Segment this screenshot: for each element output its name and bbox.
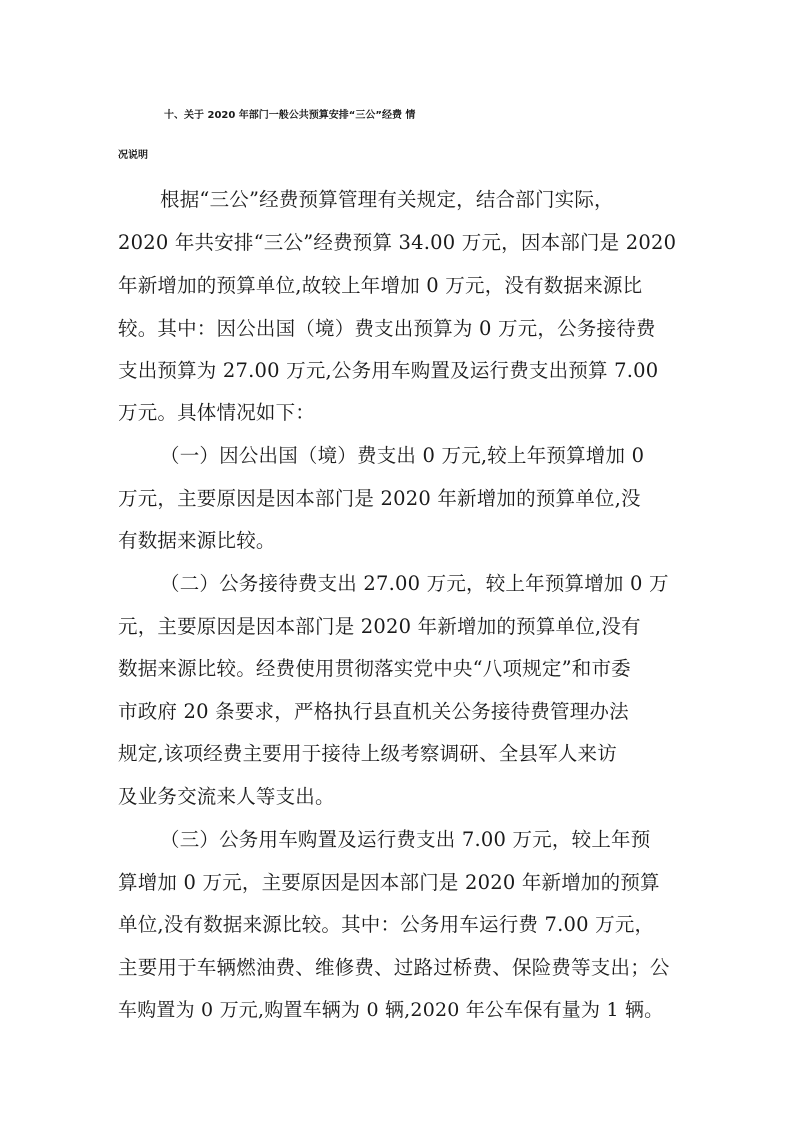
paragraph-1-line-6: 万元。具体情况如下： <box>118 401 316 424</box>
paragraph-1-line-4: 较。其中：因公出国（境）费支出预算为 0 万元，公务接待费 <box>118 317 656 340</box>
paragraph-4-line-2: 算增加 0 万元，主要原因是因本部门是 2020 年新增加的预算 <box>118 871 660 894</box>
paragraph-3-line-1: （二）公务接待费支出 27.00 万元，较上年预算增加 0 万 <box>160 572 669 595</box>
paragraph-4-line-5: 车购置为 0 万元,购置车辆为 0 辆,2020 年公车保有量为 1 辆。 <box>118 999 664 1021</box>
paragraph-2-line-3: 有数据来源比较。 <box>118 529 276 552</box>
paragraph-3-line-3: 数据来源比较。经费使用贯彻落实党中央“八项规定”和市委 <box>118 657 631 680</box>
paragraph-1-line-3: 年新增加的预算单位,故较上年增加 0 万元，没有数据来源比 <box>118 274 643 297</box>
paragraph-4-line-4: 主要用于车辆燃油费、维修费、过路过桥费、保险费等支出；公 <box>118 956 670 979</box>
heading-line-2: 况说明 <box>118 150 148 161</box>
paragraph-3-line-5: 规定,该项经费主要用于接待上级考察调研、全县军人来访 <box>118 742 617 765</box>
paragraph-1-line-2: 2020 年共安排“三公”经费预算 34.00 万元，因本部门是 2020 <box>118 231 677 254</box>
paragraph-2-line-1: （一）因公出国（境）费支出 0 万元,较上年预算增加 0 <box>160 444 645 467</box>
paragraph-1-line-5: 支出预算为 27.00 万元,公务用车购置及运行费支出预算 7.00 <box>118 359 659 382</box>
paragraph-4-line-3: 单位,没有数据来源比较。其中：公务用车运行费 7.00 万元， <box>118 913 655 936</box>
section-heading <box>118 96 698 176</box>
paragraph-2-line-2: 万元，主要原因是因本部门是 2020 年新增加的预算单位,没 <box>118 487 641 510</box>
paragraph-3-line-4: 市政府 20 条要求，严格执行县直机关公务接待费管理办法 <box>118 700 629 723</box>
heading-line-1: 十、关于 2020 年部门一般公共预算安排“三公”经费 情 <box>164 110 416 121</box>
paragraph-3-line-2: 元，主要原因是因本部门是 2020 年新增加的预算单位,没有 <box>118 615 641 638</box>
paragraph-4-line-1: （三）公务用车购置及运行费支出 7.00 万元，较上年预 <box>160 828 651 851</box>
paragraph-1-line-1: 根据“三公”经费预算管理有关规定，结合部门实际， <box>160 188 614 211</box>
paragraph-3-line-6: 及业务交流来人等支出。 <box>118 785 335 808</box>
